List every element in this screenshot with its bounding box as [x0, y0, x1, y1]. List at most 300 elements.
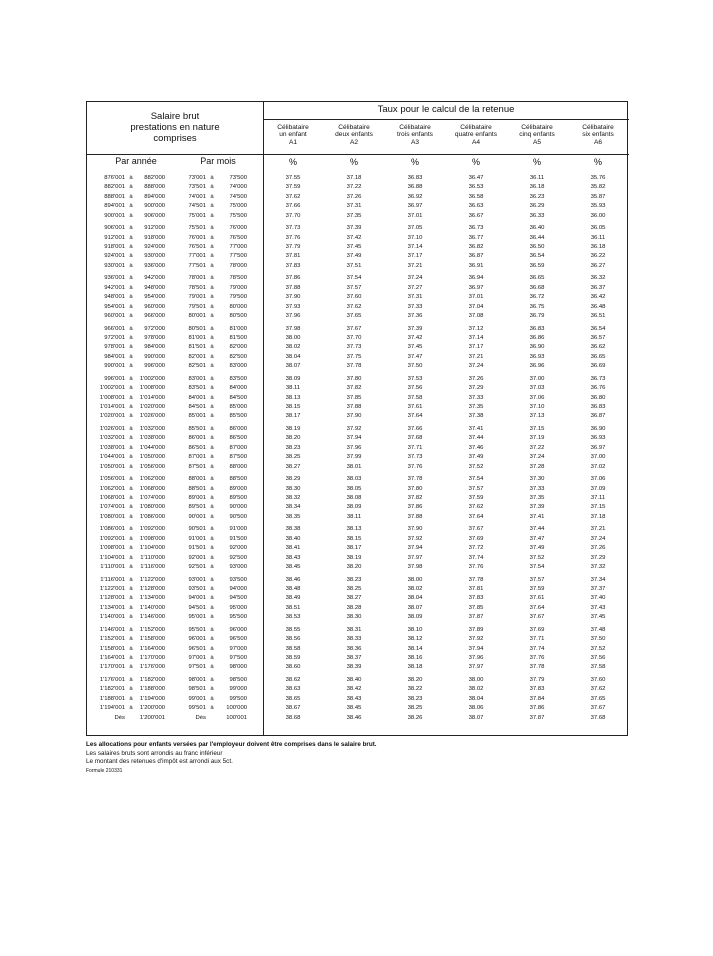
monthly-salary-cell: 83'500: [229, 375, 247, 382]
rate-cell: 38.40: [346, 677, 362, 683]
rate-cell: 37.69: [468, 535, 484, 542]
annual-salary-cell: 972'001: [104, 335, 125, 341]
table-row: [87, 325, 629, 334]
rate-cell: 37.04: [468, 303, 484, 310]
annual-salary-cell: 1'068'001: [99, 495, 125, 501]
column-header-line: Célibataire: [277, 124, 309, 131]
table-row: [87, 453, 629, 462]
rate-cell: 36.88: [407, 184, 423, 191]
rate-cell: 36.57: [590, 335, 606, 341]
annual-salary-cell: 966'000: [144, 313, 165, 319]
rate-cell: 37.86: [529, 705, 545, 712]
annual-salary-cell: 1'056'000: [139, 463, 165, 470]
rate-cell: 37.08: [468, 313, 484, 319]
rate-column-header: [324, 124, 384, 146]
rate-cell: 37.78: [346, 363, 362, 370]
rate-cell: 37.94: [468, 645, 484, 652]
percent-unit: %: [471, 157, 480, 167]
rate-cell: 37.33: [529, 485, 545, 492]
monthly-salary-cell: 79'501: [188, 303, 206, 310]
percent-unit: %: [288, 157, 297, 167]
annual-salary-cell: 1'194'000: [139, 695, 165, 702]
monthly-salary-cell: 81'501: [188, 344, 206, 351]
annual-salary-cell: 1'164'000: [139, 645, 165, 652]
table-row: [87, 284, 629, 293]
rate-cell: 38.33: [346, 636, 362, 643]
annual-salary-cell: 1'086'001: [99, 526, 125, 533]
annual-salary-cell: 942'001: [104, 284, 125, 291]
rate-cell: 38.25: [346, 586, 362, 592]
rate-cell: 37.58: [590, 664, 606, 671]
rate-cell: 38.67: [285, 705, 301, 712]
rate-cell: 37.68: [590, 714, 606, 721]
table-row: [87, 403, 629, 412]
monthly-salary-cell: 82'500: [229, 353, 247, 360]
rate-cell: 37.62: [590, 686, 606, 693]
rate-cell: 37.26: [590, 545, 606, 552]
rate-cell: 38.09: [407, 614, 423, 621]
rate-cell: 37.67: [590, 705, 606, 712]
annual-salary-cell: 1'134'000: [139, 595, 165, 602]
rate-cell: 36.54: [529, 253, 545, 260]
annual-salary-cell: 990'001: [104, 363, 125, 370]
monthly-salary-cell: à: [210, 363, 214, 370]
rate-cell: 37.92: [468, 636, 484, 643]
rate-cell: 37.73: [285, 225, 301, 232]
rate-cell: 37.93: [285, 303, 301, 310]
rate-cell: 36.87: [590, 413, 606, 420]
rate-cell: 37.86: [285, 275, 301, 282]
monthly-salary-cell: 90'501: [188, 526, 206, 533]
annual-salary-cell: 948'001: [104, 294, 125, 301]
monthly-salary-cell: 95'500: [229, 614, 247, 621]
annual-salary-cell: 912'000: [144, 225, 165, 232]
table-row: [87, 243, 629, 252]
annual-salary-cell: à: [129, 253, 133, 260]
monthly-salary-cell: à: [210, 262, 214, 269]
annual-salary-cell: 936'000: [144, 262, 165, 269]
monthly-salary-cell: 89'501: [188, 504, 206, 511]
rate-cell: 37.22: [529, 444, 545, 451]
rate-cell: 36.90: [590, 426, 606, 432]
monthly-salary-cell: 95'501: [188, 626, 206, 633]
annual-salary-cell: 1'068'000: [139, 485, 165, 492]
rate-cell: 37.71: [529, 636, 545, 643]
rate-cell: 37.88: [407, 513, 423, 520]
rate-cell: 37.00: [590, 454, 606, 461]
rate-cell: 37.83: [285, 262, 301, 269]
rate-cell: 37.76: [285, 234, 301, 241]
annual-salary-cell: à: [129, 385, 133, 392]
monthly-salary-cell: 79'000: [229, 284, 247, 291]
rate-cell: 37.47: [529, 535, 545, 542]
annual-salary-cell: 1'086'000: [139, 513, 165, 520]
annual-salary-cell: à: [129, 595, 133, 602]
rate-cell: 37.89: [468, 626, 484, 633]
rate-cell: 37.32: [590, 564, 606, 570]
annual-salary-cell: à: [129, 454, 133, 461]
rate-cell: 38.05: [346, 485, 362, 492]
monthly-salary-cell: 75'500: [229, 212, 247, 219]
rate-cell: 38.28: [346, 604, 362, 611]
monthly-salary-cell: Dès: [195, 714, 206, 721]
monthly-salary-cell: 82'001: [188, 353, 206, 360]
rate-cell: 37.57: [529, 576, 545, 583]
monthly-salary-cell: 96'500: [229, 636, 247, 643]
rate-column-header: [385, 124, 445, 146]
monthly-salary-cell: à: [210, 614, 214, 621]
header-line: Salaire brut: [150, 111, 200, 122]
rate-cell: 37.39: [529, 504, 545, 511]
annual-salary-cell: à: [129, 184, 133, 191]
rate-cell: 38.02: [285, 344, 301, 351]
rate-cell: 37.35: [529, 495, 545, 501]
rate-cell: 37.53: [407, 375, 423, 382]
rate-cell: 37.71: [407, 444, 423, 451]
rate-cell: 37.29: [468, 385, 484, 392]
rate-cell: 36.53: [468, 184, 484, 191]
monthly-salary-cell: à: [210, 504, 214, 511]
rate-cell: 37.75: [346, 353, 362, 360]
rate-cell: 37.26: [468, 375, 484, 382]
monthly-salary-cell: 73'500: [229, 175, 247, 181]
rate-cell: 37.21: [468, 353, 484, 360]
rate-cell: 36.05: [590, 225, 606, 232]
table-row: [87, 362, 629, 371]
column-header-line: A1: [288, 138, 298, 146]
rate-cell: 38.30: [346, 614, 362, 621]
monthly-salary-cell: à: [210, 375, 214, 382]
monthly-salary-cell: 97'501: [188, 664, 206, 671]
annual-salary-cell: à: [129, 313, 133, 319]
rate-cell: 38.59: [285, 655, 301, 661]
rate-cell: 37.64: [468, 513, 484, 520]
monthly-salary-cell: à: [210, 463, 214, 470]
column-header-line: A5: [532, 138, 542, 146]
monthly-salary-cell: 84'001: [188, 394, 206, 401]
rate-cell: 36.83: [529, 325, 545, 332]
monthly-salary-cell: 99'001: [188, 695, 206, 702]
rate-cell: 37.31: [346, 203, 362, 210]
annual-salary-cell: 1'104'001: [99, 554, 125, 561]
rate-cell: 37.76: [529, 655, 545, 661]
monthly-salary-cell: 74'501: [188, 203, 206, 210]
monthly-salary-cell: 98'001: [188, 677, 206, 683]
monthly-salary-cell: 88'500: [229, 476, 247, 483]
rate-cell: 37.52: [468, 463, 484, 470]
rate-cell: 37.76: [468, 564, 484, 570]
annual-salary-cell: 1'128'001: [99, 595, 125, 602]
annual-salary-cell: 984'001: [104, 353, 125, 360]
monthly-salary-cell: 89'500: [229, 495, 247, 501]
rate-cell: 37.39: [346, 225, 362, 232]
monthly-salary-cell: 75'001: [188, 212, 206, 219]
rate-cell: 37.62: [346, 303, 362, 310]
table-row: [87, 676, 629, 685]
rate-cell: 38.19: [346, 554, 362, 561]
annual-salary-cell: à: [129, 375, 133, 382]
table-row: [87, 174, 629, 183]
monthly-salary-cell: 99'501: [188, 705, 206, 712]
monthly-salary-cell: à: [210, 595, 214, 602]
table-row: [87, 293, 629, 302]
annual-salary-cell: 894'001: [104, 203, 125, 210]
rate-cell: 37.70: [285, 212, 301, 219]
rate-column-header: [507, 124, 567, 146]
rate-cell: 37.92: [346, 426, 362, 432]
table-row: [87, 334, 629, 343]
monthly-salary-cell: 78'501: [188, 284, 206, 291]
rate-cell: 37.15: [590, 504, 606, 511]
rate-cell: 37.46: [468, 444, 484, 451]
monthly-salary-cell: à: [210, 275, 214, 282]
rate-cell: 37.17: [468, 344, 484, 351]
rate-cell: 37.66: [407, 426, 423, 432]
monthly-salary-cell: 81'001: [188, 335, 206, 341]
monthly-salary-cell: 93'000: [229, 564, 247, 570]
rate-cell: 38.17: [346, 545, 362, 552]
monthly-salary-cell: 91'001: [188, 535, 206, 542]
rate-cell: 38.31: [346, 626, 362, 633]
rate-cell: 37.90: [407, 526, 423, 533]
monthly-salary-cell: 85'501: [188, 426, 206, 432]
annual-salary-cell: 1'188'001: [99, 695, 125, 702]
rate-cell: 37.83: [468, 595, 484, 602]
rate-cell: 37.87: [468, 614, 484, 621]
monthly-salary-cell: à: [210, 664, 214, 671]
annual-salary-cell: 1'026'000: [139, 413, 165, 420]
monthly-salary-cell: 87'500: [229, 454, 247, 461]
rate-cell: 37.54: [529, 564, 545, 570]
monthly-salary-cell: 76'500: [229, 234, 247, 241]
monthly-salary-cell: 76'000: [229, 225, 247, 232]
rate-cell: 37.55: [285, 175, 301, 181]
rate-cell: 37.87: [529, 714, 545, 721]
rate-cell: 38.45: [285, 564, 301, 570]
rate-cell: 37.80: [407, 485, 423, 492]
rate-cell: 38.30: [285, 485, 301, 492]
annual-salary-cell: à: [129, 664, 133, 671]
par-mois-header: Par mois: [200, 156, 236, 166]
monthly-salary-cell: à: [210, 454, 214, 461]
rate-cell: 36.58: [468, 193, 484, 200]
column-header-line: Célibataire: [338, 124, 370, 131]
table-row: [87, 412, 629, 421]
rate-cell: 37.47: [407, 353, 423, 360]
monthly-salary-cell: 98'500: [229, 677, 247, 683]
monthly-salary-cell: 86'501: [188, 444, 206, 451]
annual-salary-cell: 1'074'000: [139, 495, 165, 501]
rate-cell: 37.52: [529, 554, 545, 561]
monthly-salary-cell: 77'501: [188, 262, 206, 269]
annual-salary-cell: 1'062'001: [99, 485, 125, 492]
annual-salary-cell: 1'140'000: [139, 604, 165, 611]
rate-cell: 37.90: [285, 294, 301, 301]
rate-cell: 35.87: [590, 193, 606, 200]
monthly-salary-cell: 98'501: [188, 686, 206, 693]
rate-cell: 37.78: [407, 476, 423, 483]
column-header-line: un enfant: [279, 131, 307, 139]
rate-cell: 38.02: [407, 586, 423, 592]
rate-cell: 37.96: [346, 444, 362, 451]
annual-salary-cell: 1'152'001: [99, 636, 125, 643]
rate-cell: 38.35: [285, 513, 301, 520]
rate-cell: 37.88: [346, 404, 362, 410]
rate-cell: 37.73: [407, 454, 423, 461]
monthly-salary-cell: à: [210, 325, 214, 332]
annual-salary-cell: 1'158'001: [99, 645, 125, 652]
monthly-salary-cell: 92'001: [188, 554, 206, 561]
annual-salary-cell: à: [129, 353, 133, 360]
table-row: [87, 494, 629, 503]
monthly-salary-cell: à: [210, 444, 214, 451]
annual-salary-cell: à: [129, 645, 133, 652]
rate-cell: 38.02: [468, 686, 484, 693]
annual-salary-cell: 1'026'001: [99, 426, 125, 432]
rate-cell: 36.96: [529, 363, 545, 370]
rate-cell: 37.51: [346, 262, 362, 269]
rate-cell: 37.98: [285, 325, 301, 332]
monthly-salary-cell: 74'001: [188, 193, 206, 200]
annual-salary-cell: à: [129, 303, 133, 310]
rate-cell: 37.90: [346, 413, 362, 420]
rate-cell: 37.03: [529, 385, 545, 392]
annual-salary-cell: 1'140'001: [99, 614, 125, 621]
annual-salary-cell: à: [129, 686, 133, 693]
rate-cell: 36.32: [590, 275, 606, 282]
table-row: [87, 704, 629, 713]
column-header-line: A4: [471, 138, 481, 146]
annual-salary-cell: 1'020'001: [99, 413, 125, 420]
monthly-salary-cell: à: [210, 535, 214, 542]
monthly-salary-cell: à: [210, 636, 214, 643]
rate-cell: 36.75: [529, 303, 545, 310]
rate-cell: 37.24: [407, 275, 423, 282]
annual-salary-cell: 1'014'000: [139, 394, 165, 401]
annual-salary-cell: 918'001: [104, 244, 125, 250]
rate-cell: 38.10: [407, 626, 423, 633]
rate-cell: 36.77: [468, 234, 484, 241]
rate-cell: 36.40: [529, 225, 545, 232]
monthly-salary-cell: 74'000: [229, 184, 247, 191]
rate-cell: 38.09: [346, 504, 362, 511]
rate-cell: 37.67: [468, 526, 484, 533]
monthly-salary-cell: 88'001: [188, 476, 206, 483]
rate-cell: 36.62: [590, 344, 606, 351]
monthly-salary-cell: 85'001: [188, 413, 206, 420]
rate-cell: 37.30: [529, 476, 545, 483]
table-row: [87, 312, 629, 321]
annual-salary-cell: à: [129, 614, 133, 621]
rate-cell: 37.67: [529, 614, 545, 621]
table-row: [87, 463, 629, 472]
table-row: [87, 485, 629, 494]
rate-cell: 38.26: [407, 714, 423, 721]
annual-salary-cell: 1'110'000: [140, 554, 165, 561]
monthly-salary-cell: à: [210, 695, 214, 702]
monthly-salary-cell: à: [210, 193, 214, 200]
rate-cell: 36.51: [590, 313, 606, 319]
monthly-salary-cell: à: [210, 303, 214, 310]
rate-cell: 38.00: [468, 677, 484, 683]
rate-cell: 36.73: [468, 225, 484, 232]
annual-salary-cell: à: [129, 485, 133, 492]
rate-cell: 38.37: [346, 655, 362, 661]
rate-cell: 38.07: [468, 714, 484, 721]
rate-cell: 37.57: [468, 485, 484, 492]
rate-cell: 37.10: [529, 404, 545, 410]
table-row: [87, 353, 629, 362]
rate-cell: 38.56: [285, 636, 301, 643]
monthly-salary-cell: 80'001: [188, 313, 206, 319]
rate-cell: 38.16: [407, 655, 423, 661]
annual-salary-cell: Dès: [114, 714, 125, 721]
annual-salary-cell: 1'200'000: [139, 705, 165, 712]
rate-cell: 36.97: [590, 444, 606, 451]
rate-cell: 38.07: [285, 363, 301, 370]
rate-cell: 35.82: [590, 184, 606, 191]
rate-cell: 37.56: [590, 655, 606, 661]
rate-cell: 37.24: [529, 454, 545, 461]
rate-cell: 38.49: [285, 595, 301, 602]
rate-cell: 36.82: [468, 244, 484, 250]
header-line: prestations en nature: [130, 121, 220, 133]
monthly-salary-cell: 86'000: [229, 426, 247, 432]
annual-salary-cell: 1'176'001: [99, 677, 125, 683]
table-row: [87, 585, 629, 594]
rate-cell: 38.46: [346, 714, 362, 721]
rate-cell: 37.48: [590, 626, 606, 633]
rate-cell: 38.13: [285, 394, 301, 401]
rate-cell: 38.32: [285, 495, 301, 501]
rate-cell: 38.03: [346, 476, 362, 483]
rate-cell: 37.36: [407, 313, 423, 319]
monthly-salary-cell: à: [210, 244, 214, 250]
rate-cell: 36.67: [468, 212, 484, 219]
table-row: [87, 645, 629, 654]
column-header-line: Célibataire: [582, 124, 614, 131]
rate-cell: 37.64: [407, 413, 423, 420]
monthly-salary-cell: 85'000: [229, 404, 247, 410]
monthly-salary-cell: 100'000: [226, 705, 247, 712]
monthly-salary-cell: 75'501: [188, 225, 206, 232]
table-row: [87, 604, 629, 613]
annual-salary-cell: à: [129, 244, 133, 250]
rate-cell: 37.83: [529, 686, 545, 693]
monthly-salary-cell: à: [210, 313, 214, 319]
rate-cell: 37.01: [407, 212, 423, 219]
monthly-salary-cell: à: [210, 225, 214, 232]
annual-salary-cell: 936'001: [104, 275, 125, 282]
rate-cell: 38.65: [285, 695, 301, 702]
monthly-salary-cell: 96'000: [229, 626, 247, 633]
monthly-salary-cell: à: [210, 526, 214, 533]
table-row: [87, 343, 629, 352]
rate-cell: 37.45: [590, 614, 606, 621]
rate-cell: 37.73: [346, 344, 362, 351]
rate-cell: 37.06: [590, 476, 606, 483]
annual-salary-cell: 1'176'000: [139, 664, 165, 671]
monthly-salary-cell: à: [210, 564, 214, 570]
monthly-salary-cell: 94'500: [229, 595, 247, 602]
rate-cell: 38.29: [285, 476, 301, 483]
rate-group-header: Taux pour le calcul de la retenue: [377, 104, 515, 115]
annual-salary-cell: 1'116'000: [140, 564, 165, 570]
rate-cell: 37.80: [346, 375, 362, 382]
rate-column-header: [263, 124, 323, 146]
rate-cell: 37.49: [346, 253, 362, 260]
annual-salary-cell: 1'170'000: [139, 655, 165, 661]
